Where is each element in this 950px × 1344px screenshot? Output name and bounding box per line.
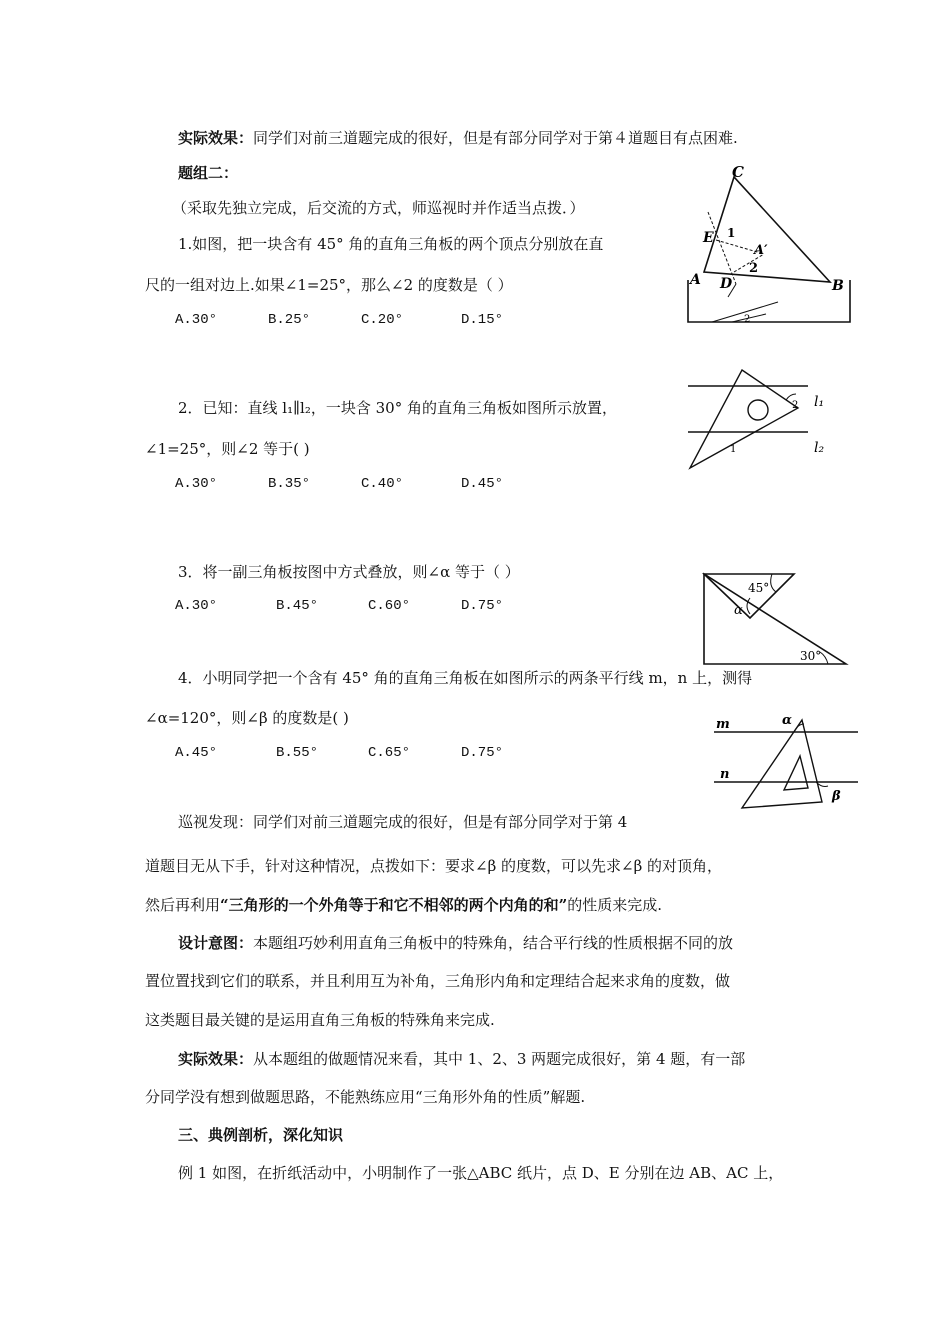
q2-label-1: 1	[730, 444, 737, 455]
q2-line2: ∠1=25°，则∠2 等于( )	[145, 440, 310, 458]
effect1-label: 实际效果：	[178, 129, 254, 147]
design-label: 设计意图：	[178, 934, 254, 952]
q1-label-e: E	[703, 230, 714, 246]
effect1-text: 同学们对前三道题完成的很好，但是有部分同学对于第４道题目有点困难.	[253, 129, 738, 147]
q3-option-a: A.30°	[175, 598, 218, 614]
q3-label-alpha: α	[734, 603, 743, 618]
q3-option-d: D.75°	[461, 598, 504, 614]
effect1-paragraph	[178, 128, 738, 148]
q2-label-l2: l₂	[814, 440, 825, 456]
q2-label-l1: l₁	[814, 394, 825, 410]
q4-line1: 4．小明同学把一个含有 45° 角的直角三角板在如图所示的两条平行线 m，n 上，测得	[178, 669, 753, 687]
patrol-line1: 巡视发现：同学们对前三道题完成的很好，但是有部分同学对于第 4	[178, 813, 628, 831]
q2-option-d: D.45°	[461, 476, 504, 492]
q1-option-c: C.20°	[361, 312, 404, 328]
q4-option-c: C.65°	[368, 745, 411, 761]
q1-label-2: 2	[749, 261, 759, 276]
q4-label-alpha: α	[782, 713, 793, 728]
q2-line1: 2．已知：直线 l₁∥l₂，一块含 30° 角的直角三角板如图所示放置，	[178, 399, 617, 417]
q1-label-1: 1	[727, 226, 736, 240]
design-line3: 这类题目最关键的是运用直角三角板的特殊角来完成.	[145, 1011, 495, 1029]
q4-figure	[712, 712, 862, 822]
q4-triangle-outer	[742, 720, 822, 808]
q2-label-2: 2	[792, 400, 799, 411]
q1-option-b: B.25°	[268, 312, 311, 328]
patrol-line3-bold: “三角形的一个外角等于和它不相邻的两个内角的和”	[220, 896, 568, 914]
q2-hole	[748, 400, 768, 420]
q4-line2: ∠α=120°，则∠β 的度数是( )	[145, 709, 349, 727]
q2-triangle	[690, 370, 798, 468]
q1-label-a: A	[690, 272, 701, 288]
q1-line1: 1.如图，把一块含有 45° 角的直角三角板的两个顶点分别放在直	[178, 235, 604, 253]
q4-label-n: n	[720, 767, 730, 782]
q3-triangle-30	[704, 574, 846, 664]
patrol-line3-pre: 然后再利用	[145, 896, 221, 914]
patrol-line2: 道题目无从下手，针对这种情况，点拨如下：要求∠β 的度数，可以先求∠β 的对顶角，	[145, 857, 723, 875]
q1-option-d: D.15°	[461, 312, 504, 328]
q3-line1: 3．将一副三角板按图中方式叠放，则∠α 等于（ ）	[178, 563, 520, 581]
q4-option-d: D.75°	[461, 745, 504, 761]
q1-label-c: C	[732, 163, 744, 181]
q1-label-d: D	[720, 276, 733, 292]
q2-option-a: A.30°	[175, 476, 218, 492]
q1-ruler	[688, 280, 850, 322]
effect2-text1: 从本题组的做题情况来看，其中 1、2、3 两题完成很好，第 4 题，有一部	[253, 1050, 746, 1068]
effect2-line2: 分同学没有想到做题思路，不能熟练应用“三角形外角的性质”解题.	[145, 1088, 586, 1106]
q3-figure	[702, 572, 852, 672]
patrol-line3	[145, 895, 662, 915]
effect2-line1	[178, 1049, 745, 1069]
q4-triangle-inner	[784, 756, 808, 790]
design-line1	[178, 933, 733, 953]
q3-option-b: B.45°	[276, 598, 319, 614]
q4-label-beta: β	[832, 789, 841, 804]
q3-option-c: C.60°	[368, 598, 411, 614]
group2-heading: 题组二：	[178, 164, 239, 182]
q2-figure	[686, 366, 836, 476]
section3-heading: 三、典例剖析，深化知识	[178, 1126, 344, 1144]
example1-line1: 例 1 如图，在折纸活动中，小明制作了一张△ABC 纸片，点 D、E 分别在边 AB、AC 上，	[178, 1164, 784, 1182]
q4-option-b: B.55°	[276, 745, 319, 761]
q2-option-b: B.35°	[268, 476, 311, 492]
patrol-line3-post: 的性质来完成.	[567, 896, 663, 914]
group2-note: （采取先独立完成，后交流的方式，师巡视时并作适当点拨．）	[172, 199, 585, 217]
q1-figure	[686, 162, 856, 327]
q4-option-a: A.45°	[175, 745, 218, 761]
q1-label-b: B	[832, 278, 844, 294]
q1-label-a-prime: A′	[754, 243, 768, 258]
q3-label-45: 45°	[748, 581, 770, 595]
q1-option-a: A.30°	[175, 312, 218, 328]
design-text1: 本题组巧妙利用直角三角板中的特殊角，结合平行线的性质根据不同的放	[253, 934, 734, 952]
design-line2: 置位置找到它们的联系，并且利用互为补角，三角形内角和定理结合起来求角的度数，做	[145, 972, 731, 990]
q1-triangle	[704, 177, 830, 282]
effect2-label: 实际效果：	[178, 1050, 254, 1068]
q2-option-c: C.40°	[361, 476, 404, 492]
q1-line2: 尺的一组对边上.如果∠1=25°，那么∠2 的度数是（ ）	[145, 276, 513, 294]
q4-label-m: m	[716, 717, 730, 732]
q3-label-30: 30°	[800, 649, 822, 663]
q1-label-2-lower: 2	[744, 314, 751, 325]
